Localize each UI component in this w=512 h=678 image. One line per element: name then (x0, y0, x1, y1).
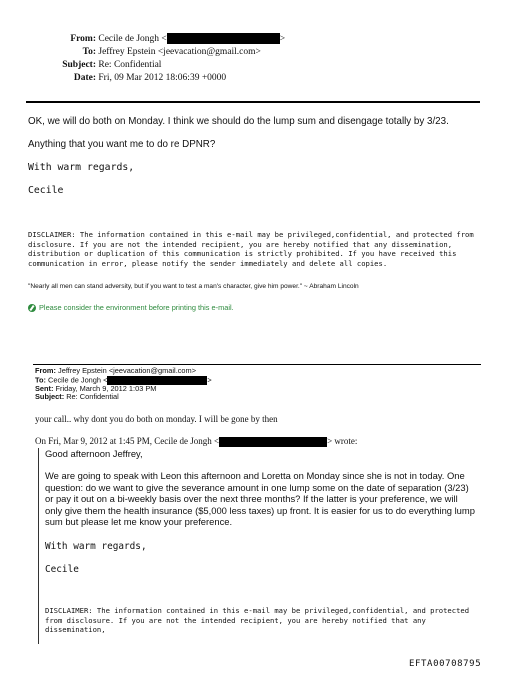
from-value: Cecile de Jongh < (98, 34, 167, 44)
from-value: Jeffrey Epstein <jeevacation@gmail.com> (58, 366, 197, 375)
to-value: Cecile de Jongh < (48, 375, 108, 385)
header-divider (26, 101, 480, 103)
email2-body: your call.. why dont you do both on monday. I will be gone by then (35, 414, 278, 424)
leaf-icon (28, 304, 36, 312)
email1-from-row (26, 33, 285, 46)
email1-subject-row (26, 59, 285, 72)
from-label: From: (70, 34, 96, 44)
quoted-disclaimer: DISCLAIMER: The information contained in this e-mail may be privileged,confidential, and protected from disclosure. If you are not the intended recipient, you are hereby notified that any dissemination, (45, 606, 470, 635)
email1-header (26, 33, 285, 85)
sent-label: Sent: (35, 383, 54, 393)
email1-regards: With warm regards, (28, 162, 135, 173)
quoted-intro-tail: > wrote: (327, 436, 358, 446)
email1-body-line1: OK, we will do both on Monday. I think we should do the lump sum and disengage totally by 3/23. (28, 116, 449, 127)
subject-label: Subject: (35, 392, 65, 402)
document-id: EFTA00708795 (409, 659, 482, 669)
redaction-block (219, 437, 327, 447)
quoted-regards: With warm regards, (45, 541, 147, 552)
redaction-block (167, 33, 280, 44)
from-label: From: (35, 366, 56, 375)
email1-disclaimer: DISCLAIMER: The information contained in this e-mail may be privileged,confidential, and protected from disclosure. If you are not the intended recipient, you are hereby notified that any dissemination, distribution or duplication of this communication is strictly prohibited. If you have received this communication in error, please notify the sender immediately and delete all copies. (28, 230, 474, 268)
email1-quote: "Nearly all men can stand adversity, but if you want to test a man's character, give him power." ~ Abraham Lincoln (28, 283, 359, 290)
to-label: To: (35, 375, 46, 385)
subject-value: Re: Confidential (66, 392, 119, 402)
subject-label: Subject: (62, 60, 96, 70)
email2-divider (33, 364, 481, 365)
quoted-signature: Cecile (45, 564, 79, 575)
environment-note (28, 303, 234, 312)
from-tail: > (279, 34, 286, 44)
quoted-greeting: Good afternoon Jeffrey, (45, 448, 143, 459)
to-label: To: (82, 47, 96, 57)
email2-header (35, 367, 212, 402)
email1-body-line2: Anything that you want me to do re DPNR? (28, 139, 216, 150)
email1-date-row (26, 72, 285, 85)
email2-subject-row (35, 393, 212, 402)
email1-to-row (26, 46, 285, 59)
date-label: Date: (73, 73, 96, 83)
to-tail: > (207, 375, 212, 385)
quoted-intro (35, 436, 357, 447)
sent-value: Friday, March 9, 2012 1:03 PM (55, 383, 157, 393)
email1-signature: Cecile (28, 185, 64, 196)
environment-note-text: Please consider the environment before printing this e-mail. (39, 303, 234, 312)
to-value: Jeffrey Epstein <jeevacation@gmail.com> (98, 47, 261, 57)
subject-value: Re: Confidential (98, 60, 162, 70)
quoted-paragraph: We are going to speak with Leon this afternoon and Loretta on Monday since she is not in today. One question: do we want to give the severance amount in one lump some on the date of separation (3/23) or pay it out on a bi-weekly basis over the next three months? If the latter is your preference, we will only give them the health insurance ($5,000 less taxes) up front. It is easier for us to do everything lump sum but please let me know your preference. (45, 470, 475, 528)
date-value: Fri, 09 Mar 2012 18:06:39 +0000 (98, 73, 227, 83)
quoted-intro-text: On Fri, Mar 9, 2012 at 1:45 PM, Cecile de Jongh < (35, 436, 220, 446)
quoted-block (38, 448, 479, 644)
